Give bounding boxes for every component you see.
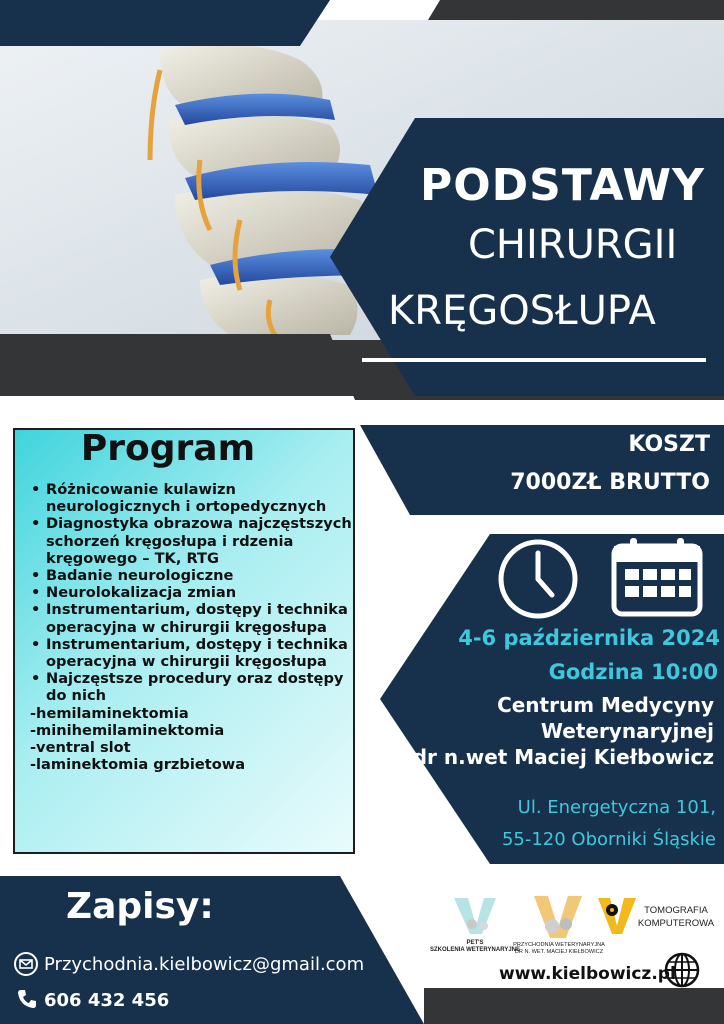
event-date: 4-6 października 2024 <box>458 626 720 650</box>
title-underline <box>362 358 706 362</box>
title-line-3: KRĘGOSŁUPA <box>388 288 656 334</box>
program-item: • Neurolokalizacja zmian <box>30 584 360 601</box>
program-subitem: -laminektomia grzbietowa <box>30 756 246 774</box>
email-icon <box>14 952 38 976</box>
program-item: • Instrumentarium, dostępy i technika operacyjna w chirurgii kręgosłupa <box>30 601 360 635</box>
logo-caption-line: KOMPUTEROWA <box>637 918 715 929</box>
logo-caption-line: PET'S <box>466 940 484 946</box>
event-time: Godzina 10:00 <box>548 660 718 684</box>
event-venue <box>380 692 714 770</box>
venue-line: Centrum Medycyny <box>497 693 714 717</box>
phone-icon <box>16 988 38 1010</box>
bottom-band <box>424 988 724 1024</box>
title-line-2: CHIRURGII <box>468 222 678 268</box>
clock-icon <box>496 537 580 621</box>
cost-value: 7000ZŁ BRUTTO <box>510 470 710 495</box>
program-subitem: -ventral slot <box>30 739 131 757</box>
program-subitem: -minihemilaminektomia <box>30 721 225 739</box>
program-list <box>30 481 360 773</box>
logo-caption-line: PRZYCHODNIA WETERYNARYJNA <box>513 942 605 948</box>
program-item: • Diagnostyka obrazowa najczęstszych schorzeń kręgosłupa i rdzenia kręgowego – TK, RTG <box>30 515 360 567</box>
title-line-1: PODSTAWY <box>420 160 705 211</box>
venue-line: Weterynaryjnej <box>540 719 714 743</box>
website-link[interactable]: www.kielbowicz.pl <box>499 964 676 984</box>
event-address <box>440 792 716 856</box>
cost-label: KOSZT <box>628 432 710 457</box>
logo-caption-line: SZKOLENIA WETERYNARYJNE <box>429 947 520 953</box>
clinic-logo-mark <box>532 894 584 940</box>
address-line: 55-120 Oborniki Śląskie <box>501 829 716 850</box>
program-item: • Instrumentarium, dostępy i technika operacyjna w chirurgii kręgosłupa <box>30 636 360 670</box>
program-item: • Różnicowanie kulawizn neurologicznych i ortopedycznych <box>30 481 360 515</box>
program-item: • Najczęstsze procedury oraz dostępy do nich <box>30 670 360 704</box>
program-item: • Badanie neurologiczne <box>30 567 360 584</box>
pets-logo-mark <box>450 896 500 936</box>
logo-caption-line: TOMOGRAFIA <box>644 905 708 916</box>
clinic-logo-caption <box>500 942 618 956</box>
tomography-logo-mark <box>598 896 636 936</box>
signup-email[interactable]: Przychodnia.kielbowicz@gmail.com <box>44 954 365 975</box>
logo-caption-line: DR N. WET. MACIEJ KIEŁBOWICZ <box>514 949 604 955</box>
program-heading: Program <box>80 428 256 469</box>
venue-line: dr n.wet Maciej Kiełbowicz <box>412 745 714 769</box>
program-subitem: -hemilaminektomia <box>30 704 189 722</box>
signup-heading: Zapisy: <box>66 886 214 927</box>
address-line: Ul. Energetyczna 101, <box>517 797 716 818</box>
globe-icon <box>664 952 700 988</box>
signup-phone[interactable]: 606 432 456 <box>44 990 170 1011</box>
calendar-icon <box>610 536 704 618</box>
tomography-logo-caption <box>636 904 716 930</box>
